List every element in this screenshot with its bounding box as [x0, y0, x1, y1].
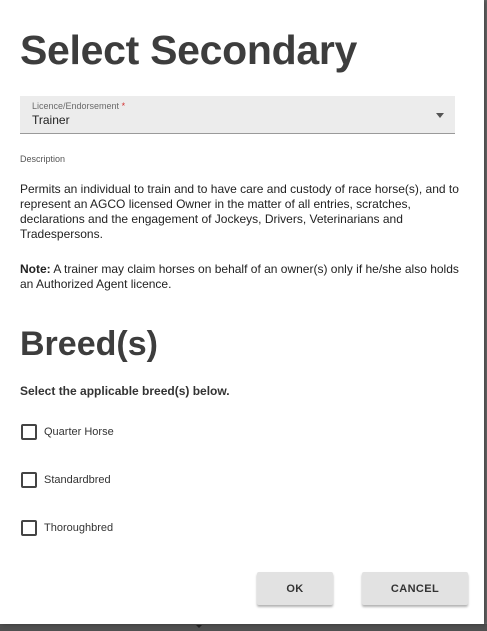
background-arrow-icon — [196, 625, 202, 628]
breed-checkbox-standardbred[interactable] — [21, 471, 111, 489]
breed-checkbox-thoroughbred[interactable] — [21, 519, 113, 537]
licence-endorsement-select[interactable] — [20, 96, 455, 134]
dialog-title: Select Secondary — [20, 27, 358, 73]
breed-checkbox-quarter-horse[interactable] — [21, 423, 114, 441]
cancel-button[interactable]: CANCEL — [362, 572, 468, 605]
background-page-strip — [0, 624, 487, 631]
note-label: Note: — [20, 262, 51, 276]
breed-label: Quarter Horse — [44, 426, 114, 438]
ok-button[interactable]: OK — [257, 572, 333, 605]
licence-endorsement-label: Licence/Endorsement * — [32, 101, 126, 111]
note-body: A trainer may claim horses on behalf of an owner(s) only if he/she also holds an Authorized Agent licence. — [20, 262, 459, 291]
breeds-heading: Breed(s) — [20, 325, 158, 363]
breeds-instruction: Select the applicable breed(s) below. — [20, 384, 230, 398]
checkbox-box[interactable] — [21, 424, 37, 440]
description-label: Description — [20, 154, 66, 164]
trainer-note — [20, 262, 460, 292]
dropdown-arrow-icon[interactable] — [436, 113, 444, 118]
licence-endorsement-value: Trainer — [32, 113, 70, 127]
description-text: Permits an individual to train and to have care and custody of race horse(s), and to represent an AGCO licensed Owner in the matter of all entries, scratches, declarations and the engagement of Jockeys, Drivers, Veterinarians and Tradespersons. — [20, 182, 459, 241]
breed-label: Standardbred — [44, 474, 111, 486]
checkbox-box[interactable] — [21, 472, 37, 488]
breed-label: Thoroughbred — [44, 522, 114, 534]
checkbox-box[interactable] — [21, 520, 37, 536]
required-marker: * — [121, 101, 126, 111]
